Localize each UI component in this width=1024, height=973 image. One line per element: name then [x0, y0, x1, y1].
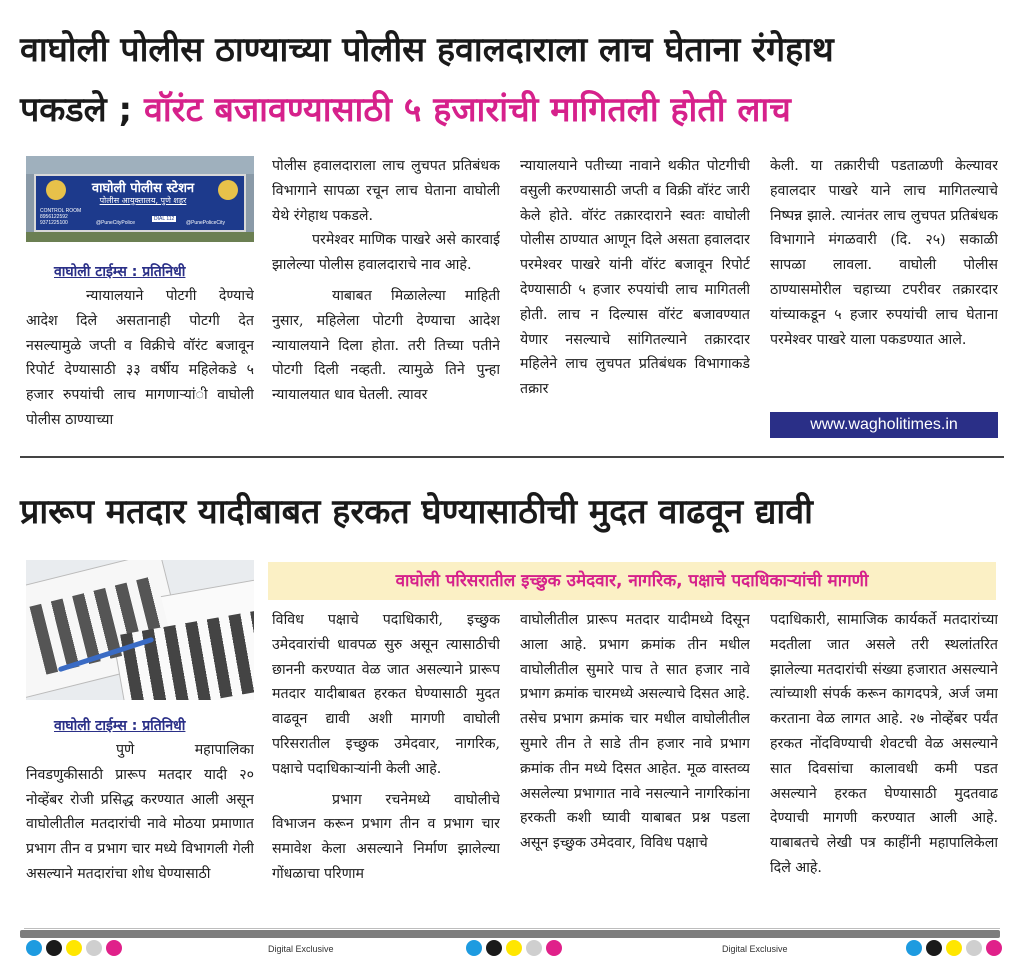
station-sign: [34, 174, 246, 232]
registration-marks-left: [26, 940, 122, 956]
registration-dot: [986, 940, 1002, 956]
digital-exclusive-label-2: Digital Exclusive: [722, 944, 788, 954]
story1-headline-line2: [20, 88, 791, 132]
story2-subheadline: वाघोली परिसरातील इच्छुक उमेदवार, नागरिक, पक्षाचे पदाधिकाऱ्यांची मागणी: [268, 562, 996, 600]
story1-column-1: [26, 260, 254, 440]
story2-col1-text: पुणे महापालिका निवडणुकीसाठी प्रारूप मतदार यादी २० नोव्हेंबर रोजी प्रसिद्ध करण्यात आली असून वाघोलीतील मतदारांची नावे मोठया प्रमाणात प्रभाग तीन व प्रभाग चार मध्ये विभागली गेली असल्याने मतदारांचा शोध घेण्यासाठी: [26, 742, 254, 882]
registration-dot: [86, 940, 102, 956]
sign-social2: @PunePoliceCity: [186, 220, 225, 226]
registration-dot: [66, 940, 82, 956]
story1-column-4: [770, 154, 998, 410]
story2-col2-p1: विविध पक्षाचे पदाधिकारी, इच्छुक उमेदवारांची धावपळ सुरु असून त्यासाठीची छाननी करण्यात वेळ जात असल्याने प्रारूप मतदार यादीबाबत हरकत घेण्यासाठी मुदत वाढवून द्यावी अशी मागणी वाघोली परिसरातील इच्छुक उमेदवार, नागरिक, पक्षाचे पदाधिकाऱ्यांनी केली आहे.: [272, 612, 500, 777]
police-emblem-icon-right: [218, 180, 238, 200]
story2-col2-p2: प्रभाग रचनेमध्ये वाघोलीचे विभाजन करून प्रभाग तीन व प्रभाग चार समावेश केला असल्याने निर्माण झालेल्या गोंधळाचा परिणाम: [272, 791, 500, 882]
footer-bar: [20, 930, 1000, 938]
registration-dot: [526, 940, 542, 956]
footer-line: [24, 928, 1000, 929]
registration-dot: [486, 940, 502, 956]
story1-column-2: [272, 154, 500, 440]
story2-column-3: [520, 608, 750, 922]
story1-byline: वाघोली टाईम्स : प्रतिनिधी: [54, 264, 186, 280]
story1-headline-pink: वॉरंट बजावण्यासाठी ५ हजारांची मागितली होती लाच: [143, 90, 791, 130]
registration-marks-center: [466, 940, 562, 956]
registration-dot: [966, 940, 982, 956]
sign-subtitle: पोलीस आयुक्तालय, पुणे शहर: [99, 196, 187, 205]
digital-exclusive-label-1: Digital Exclusive: [268, 944, 334, 954]
story1-col3-text: न्यायालयाने पतीच्या नावाने थकीत पोटगीची वसुली करण्यासाठी जप्ती व विक्री वॉरंट जारी केले होते. वॉरंट तक्रारदाराने स्वतः वाघोली पोलीस ठाण्यात आणून दिले असता हवालदार परमेश्वर पाखरे यांनी वॉरंट बजावून रिपोर्ट देण्यासाठी ५ हजार रुपयांची लाच मागितली होती. लाच न दिल्यास वॉरंट बजावण्यात येणार नसल्याचे सांगितल्याने तक्रारदार महिलेने लाच लुचपत प्रतिबंधक विभागाकडे तक्रार: [520, 158, 750, 398]
story1-col4-text: केली. या तक्रारीची पडताळणी केल्यावर हवालदार पाखरे याने लाच मागितल्याचे निष्पन्न झाले. त्यानंतर लाच लुचपत प्रतिबंधक विभागाने मंगळवारी (दि. २५) सकाळी सापळा लावला. वाघोली पोलीस ठाण्यासमोरील चहाच्या टपरीवर तक्रारदार यांच्याकडून ५ हजार रुपयांची लाच घेताना परमेश्वर पाखरे याला पकडण्यात आले.: [770, 158, 998, 348]
sign-phone1: 8956122592: [40, 214, 68, 220]
registration-dot: [106, 940, 122, 956]
police-station-photo: [26, 156, 254, 242]
story1-headline-line1: वाघोली पोलीस ठाण्याच्या पोलीस हवालदाराला लाच घेताना रंगेहाथ: [20, 30, 834, 70]
voter-list-photo: [26, 560, 254, 700]
story2-headline: प्रारूप मतदार यादीबाबत हरकत घेण्यासाठीची मुदत वाढवून द्यावी: [20, 492, 813, 532]
story1-column-3: [520, 154, 750, 440]
story2-column-4: [770, 608, 998, 922]
story2-col3-text: वाघोलीतील प्रारूप मतदार यादीमध्ये दिसून आला आहे. प्रभाग क्रमांक तीन मधील वाघोलीतील सुमारे पाच ते सात हजार नावे प्रभाग क्रमांक चारमध्ये असल्याचे दिसत आहे. तसेच प्रभाग क्रमांक चार मधील वाघोलीतील सुमारे तीन ते साडे तीन हजार नावे प्रभाग क्रमांक तीन मध्ये दिसत आहेत. मूळ वास्तव्य असलेल्या प्रभागात नावे नसल्याने नागरिकांना हरकती कशी घ्यावी याबाबत प्रश्न पडला असून इच्छुक उमेदवार, विविध पक्षाचे: [520, 612, 750, 852]
registration-dot: [506, 940, 522, 956]
story1-col2-p3: याबाबत मिळालेल्या माहिती नुसार, महिलेला पोटगी देण्याचा आदेश न्यायालयाने दिला होता. तरी तिच्या पतीने पोटगी दिली नव्हती. त्यामुळे तिने पुन्हा न्यायालयात धाव घेतली. त्यावर: [272, 287, 500, 404]
sign-dial: DIAL 112: [154, 216, 175, 222]
registration-dot: [906, 940, 922, 956]
story2-col4-text: पदाधिकारी, सामाजिक कार्यकर्ते मतदारांच्या मदतीला जात असले तरी स्थलांतरित झालेल्या मतदारांची संख्या हजारात असल्याने त्यांच्याशी संपर्क करून कागदपत्रे, अर्ज जमा करताना वेळ लागत आहे. २७ नोव्हेंबर पर्यंत हरकत नोंदविण्याची शेवटची वेळ असल्याने सात दिवसांचा कालावधी कमी पडत असल्याने हरकत घेण्यासाठी मुदतवाढ देण्याची मागणी करण्यात आली आहे. याबाबतचे लेखी पत्र काहींनी महापालिकेला दिले आहे.: [770, 612, 998, 876]
registration-dot: [46, 940, 62, 956]
police-emblem-icon: [46, 180, 66, 200]
sign-control: CONTROL ROOM: [40, 208, 82, 214]
registration-marks-right: [906, 940, 1002, 956]
registration-dot: [546, 940, 562, 956]
story1-headline-black: पकडले ;: [20, 90, 133, 130]
sign-social1: @PuneCityPolice: [96, 220, 135, 226]
registration-dot: [926, 940, 942, 956]
website-badge[interactable]: www.wagholitimes.in: [770, 412, 998, 438]
registration-dot: [946, 940, 962, 956]
story1-col2-p1: पोलीस हवालदाराला लाच लुचपत प्रतिबंधक विभागाने सापळा रचून लाच घेताना वाघोली येथे रंगेहाथ पकडले.: [272, 158, 500, 224]
story2-column-2: [272, 608, 500, 922]
sign-title: वाघोली पोलीस स्टेशन: [91, 181, 195, 196]
story2-byline: वाघोली टाईम्स : प्रतिनिधी: [54, 718, 186, 734]
registration-dot: [26, 940, 42, 956]
story1-col2-p2: परमेश्वर माणिक पाखरे असे कारवाई झालेल्या पोलीस हवालदाराचे नाव आहे.: [272, 232, 500, 274]
story1-col1-text: न्यायालयाने पोटगी देण्याचे आदेश दिले असतानाही पोटगी देत नसल्यामुळे जप्ती व विक्रीचे वॉरंट बजावून रिपोर्ट देण्यासाठी ३३ वर्षीय महिलेकडे ५ हजार रुपयांची लाच मागणाऱ्यांी वाघोली पोलीस ठाण्याच्या: [26, 288, 254, 428]
section-divider: [20, 456, 1004, 458]
story2-column-1: [26, 714, 254, 922]
registration-dot: [466, 940, 482, 956]
sign-phone2: 9371225100: [40, 220, 68, 226]
